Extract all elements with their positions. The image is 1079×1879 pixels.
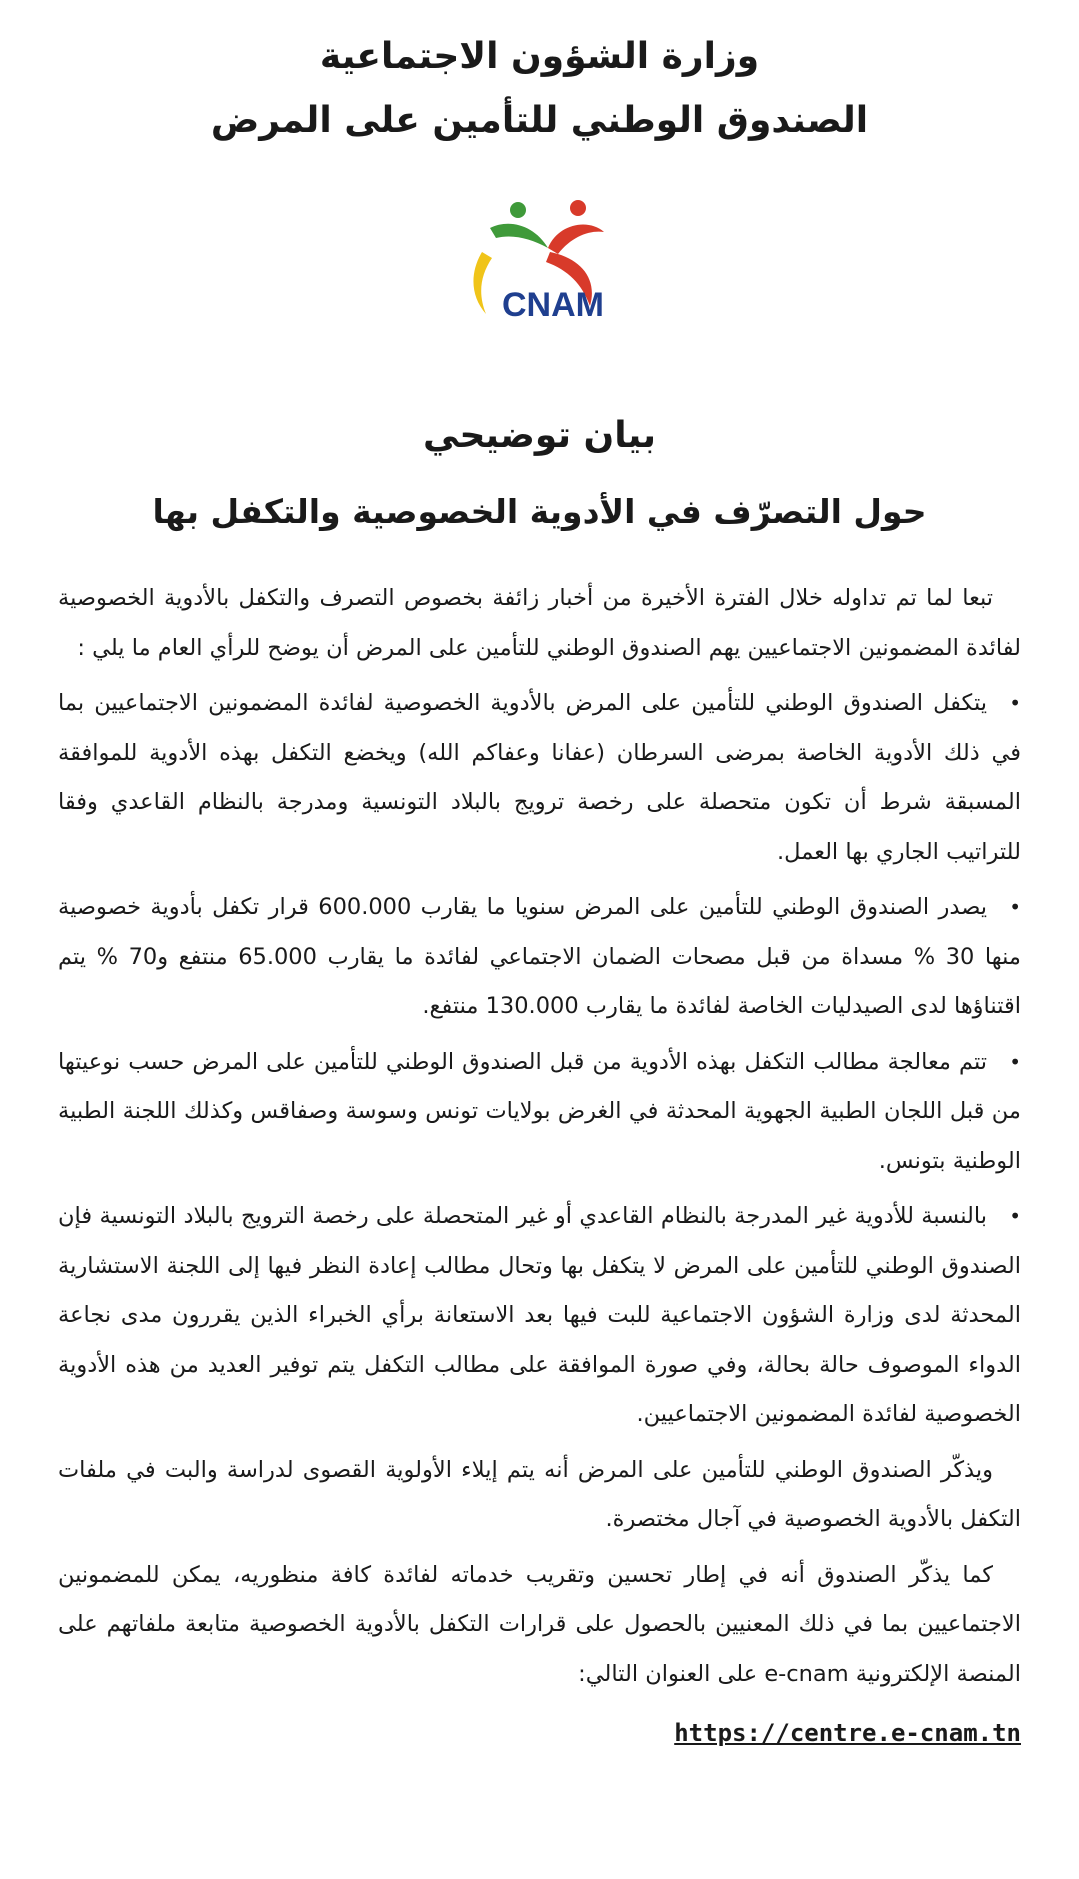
bullet-item [58,883,1021,1032]
document-header [58,28,1021,338]
e-cnam-link[interactable]: https://centre.e-cnam.tn [674,1719,1021,1747]
logo-figure-red [548,225,604,254]
logo-swoosh-yellow [473,252,492,314]
platform-paragraph: كما يذكّر الصندوق أنه في إطار تحسين وتقريب خدماته لفائدة كافة منظوريه، يمكن للمضمونين الاجتماعيين بما في ذلك المعنيين بالحصول على قرارات التكفل بالأدوية الخصوصية متابعة ملفاتهم على المنصة الإلكترونية e-cnam على العنوان التالي: [58,1561,1021,1687]
logo-head-green [510,202,526,218]
bullet-icon: • [1009,691,1021,715]
url-line [58,1709,1021,1760]
bullet-text: يتكفل الصندوق الوطني للتأمين على المرض بالأدوية الخصوصية لفائدة المضمونين الاجتماعيين بما في ذلك الأدوية الخاصة بمرضى السرطان (عفانا وعفاكم الله) ويخضع التكفل بهذه الأدوية للموافقة المسبقة شرط أن تكون متحصلة على رخصة ترويج بالبلاد التونسية ومدرجة بالنظام القاعدي وفقا للتراتيب الجاري بها العمل. [58,690,1021,865]
logo-head-red [570,200,586,216]
bullet-item [58,1192,1021,1440]
document-subtitle: حول التصرّف في الأدوية الخصوصية والتكفل بها [152,492,927,531]
title-block [58,408,1021,538]
priority-paragraph: ويذكّر الصندوق الوطني للتأمين على المرض أنه يتم إيلاء الأولوية القصوى لدراسة والبت في ملفات التكفل بالأدوية الخصوصية في آجال مختصرة. [58,1456,1021,1532]
bullet-icon: • [1009,1204,1021,1228]
cnam-logo [430,188,650,338]
ministry-name: وزارة الشؤون الاجتماعية [319,36,760,77]
logo-figure-green [490,224,548,248]
bullet-icon: • [1009,895,1021,919]
document-body [58,574,1021,1760]
document-title: بيان توضيحي [423,415,656,456]
bullet-item [58,679,1021,877]
bullet-text: يصدر الصندوق الوطني للتأمين على المرض سنويا ما يقارب 600.000 قرار تكفل بأدوية خصوصية منها 30 % مسداة من قبل مصحات الضمان الاجتماعي لفائدة ما يقارب 65.000 منتفع و70 % يتم اقتناؤها لدى الصيدليات الخاصة لفائدة ما يقارب 130.000 منتفع. [58,894,1021,1019]
bullet-icon: • [1009,1049,1021,1074]
bullet-text: بالنسبة للأدوية غير المدرجة بالنظام القاعدي أو غير المتحصلة على رخصة الترويج بالبلاد التونسية فإن الصندوق الوطني للتأمين على المرض لا يتكفل بها وتحال مطالب إعادة النظر فيها إلى اللجنة الاستشارية المحدثة لدى وزارة الشؤون الاجتماعية للبت فيها بعد الاستعانة برأي الخبراء الذين يقررون مدى نجاعة الدواء الموصوف حالة بحالة، وفي صورة الموافقة على مطالب التكفل يتم توفير العديد من هذه الأدوية الخصوصية لفائدة المضمونين الاجتماعيين. [58,1203,1021,1427]
bullet-item [58,1038,1021,1187]
logo-text: CNAM [501,286,604,324]
bullet-text: تتم معالجة مطالب التكفل بهذه الأدوية من قبل الصندوق الوطني للتأمين على المرض حسب نوعيتها من قبل اللجان الطبية الجهوية المحدثة في الغرض بولايات تونس وسوسة وصفاقس وكذلك اللجنة الطبية الوطنية بتونس. [58,1048,1021,1174]
fund-name: الصندوق الوطني للتأمين على المرض [210,100,869,141]
intro-paragraph: تبعا لما تم تداوله خلال الفترة الأخيرة من أخبار زائفة بخصوص التصرف والتكفل بالأدوية الخصوصية لفائدة المضمونين الاجتماعيين يهم الصندوق الوطني للتأمين على المرض أن يوضح للرأي العام ما يلي : [58,585,1021,661]
